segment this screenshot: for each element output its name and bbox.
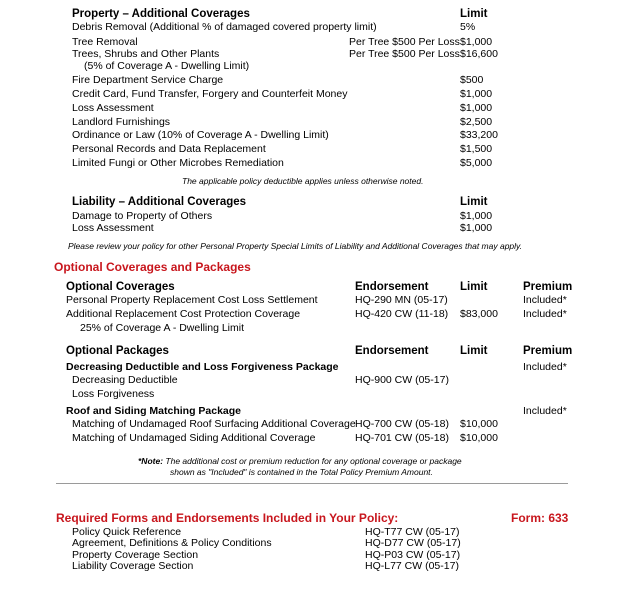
premium-header: Premium [523, 345, 573, 357]
liability-header: Liability – Additional Coverages [72, 196, 247, 208]
package-title: Roof and Siding Matching Package [66, 405, 242, 417]
package-row-endorsement: HQ-700 CW (05-18) [355, 418, 449, 430]
form-row-name: Agreement, Definitions & Policy Conditions [72, 537, 272, 549]
optional-coverages-header: Optional Coverages [66, 281, 175, 293]
liability-limit-header: Limit [460, 196, 488, 208]
form-row-name: Policy Quick Reference [72, 526, 182, 538]
package-row-limit: $10,000 [460, 418, 498, 430]
property-row-name: Credit Card, Fund Transfer, Forgery and Counterfeit Money [72, 88, 348, 100]
form-row-code: HQ-P03 CW (05-17) [365, 549, 461, 561]
liability-note: Please review your policy for other Personal Property Special Limits of Liability and Additional Coverages that may apply. [68, 241, 523, 251]
package-row-name: Matching of Undamaged Roof Surfacing Additional Coverage [72, 418, 356, 430]
limit-header: Limit [460, 345, 488, 357]
optional-title: Optional Coverages and Packages [54, 260, 251, 274]
optional-note-label: *Note: [138, 456, 164, 466]
property-row-name: Landlord Furnishings [72, 116, 171, 128]
package-row-endorsement: HQ-900 CW (05-17) [355, 374, 449, 386]
package-row-name: Loss Forgiveness [72, 388, 155, 400]
property-row-extra: Per Tree $500 Per Loss [349, 48, 460, 60]
coverage-row-name: 25% of Coverage A - Dwelling Limit [80, 322, 244, 334]
property-row-limit: $1,000 [460, 88, 493, 100]
property-row-name: Fire Department Service Charge [72, 74, 224, 86]
liability-row-limit: $1,000 [460, 222, 493, 234]
property-row-limit: $1,000 [460, 36, 493, 48]
package-premium: Included* [523, 405, 567, 417]
endorsement-header: Endorsement [355, 281, 429, 293]
property-row-name: Loss Assessment [72, 102, 154, 114]
package-title: Decreasing Deductible and Loss Forgiveness Package [66, 361, 339, 373]
form-row-code: HQ-D77 CW (05-17) [365, 537, 461, 549]
forms-title: Required Forms and Endorsements Included in Your Policy: [56, 511, 399, 525]
liability-row-name: Loss Assessment [72, 222, 154, 234]
property-row-limit: $5,000 [460, 157, 493, 169]
property-row-name: Personal Records and Data Replacement [72, 143, 266, 155]
property-row-limit: $2,500 [460, 116, 493, 128]
package-row-limit: $10,000 [460, 432, 498, 444]
coverage-row-premium: Included* [523, 308, 567, 320]
coverage-row-name: Additional Replacement Cost Protection Coverage [66, 308, 301, 320]
property-row-name: Tree Removal [72, 36, 138, 48]
property-row-name: Limited Fungi or Other Microbes Remediation [72, 157, 284, 169]
form-number: Form: 633 [511, 511, 569, 525]
property-row-name: Ordinance or Law (10% of Coverage A - Dwelling Limit) [72, 129, 329, 141]
form-row-code: HQ-L77 CW (05-17) [365, 560, 459, 572]
form-row-code: HQ-T77 CW (05-17) [365, 526, 460, 538]
optional-note-line1: The additional cost or premium reduction for any optional coverage or package [165, 456, 462, 466]
property-row-limit: $33,200 [460, 129, 498, 141]
property-header: Property – Additional Coverages [72, 8, 250, 20]
package-row-name: Decreasing Deductible [72, 374, 178, 386]
optional-note-line2: shown as "Included" is contained in the Total Policy Premium Amount. [170, 467, 433, 477]
package-row-endorsement: HQ-701 CW (05-18) [355, 432, 449, 444]
coverage-row-name: Personal Property Replacement Cost Loss Settlement [66, 294, 318, 306]
property-row-limit: $500 [460, 74, 484, 86]
property-row-limit: $1,500 [460, 143, 493, 155]
package-premium: Included* [523, 361, 567, 373]
property-row-name: (5% of Coverage A - Dwelling Limit) [84, 60, 250, 72]
liability-row-limit: $1,000 [460, 210, 493, 222]
liability-row-name: Damage to Property of Others [72, 210, 213, 222]
property-note: The applicable policy deductible applies unless otherwise noted. [182, 176, 424, 186]
form-row-name: Property Coverage Section [72, 549, 199, 561]
property-row-limit: $16,600 [460, 48, 498, 60]
property-row-limit: 5% [460, 21, 476, 33]
section-divider [56, 483, 568, 484]
coverage-row-premium: Included* [523, 294, 567, 306]
property-row-limit: $1,000 [460, 102, 493, 114]
property-row-name: Debris Removal (Additional % of damaged covered property limit) [72, 21, 377, 33]
premium-header: Premium [523, 281, 573, 293]
optional-packages-header: Optional Packages [66, 345, 169, 357]
property-limit-header: Limit [460, 8, 488, 20]
coverage-row-endorsement: HQ-420 CW (11-18) [355, 308, 449, 320]
package-row-name: Matching of Undamaged Siding Additional Coverage [72, 432, 316, 444]
coverage-row-endorsement: HQ-290 MN (05-17) [355, 294, 448, 306]
coverage-row-limit: $83,000 [460, 308, 498, 320]
limit-header: Limit [460, 281, 488, 293]
property-row-name: Trees, Shrubs and Other Plants [72, 48, 220, 60]
endorsement-header: Endorsement [355, 345, 429, 357]
property-row-extra: Per Tree $500 Per Loss [349, 36, 460, 48]
form-row-name: Liability Coverage Section [72, 560, 194, 572]
